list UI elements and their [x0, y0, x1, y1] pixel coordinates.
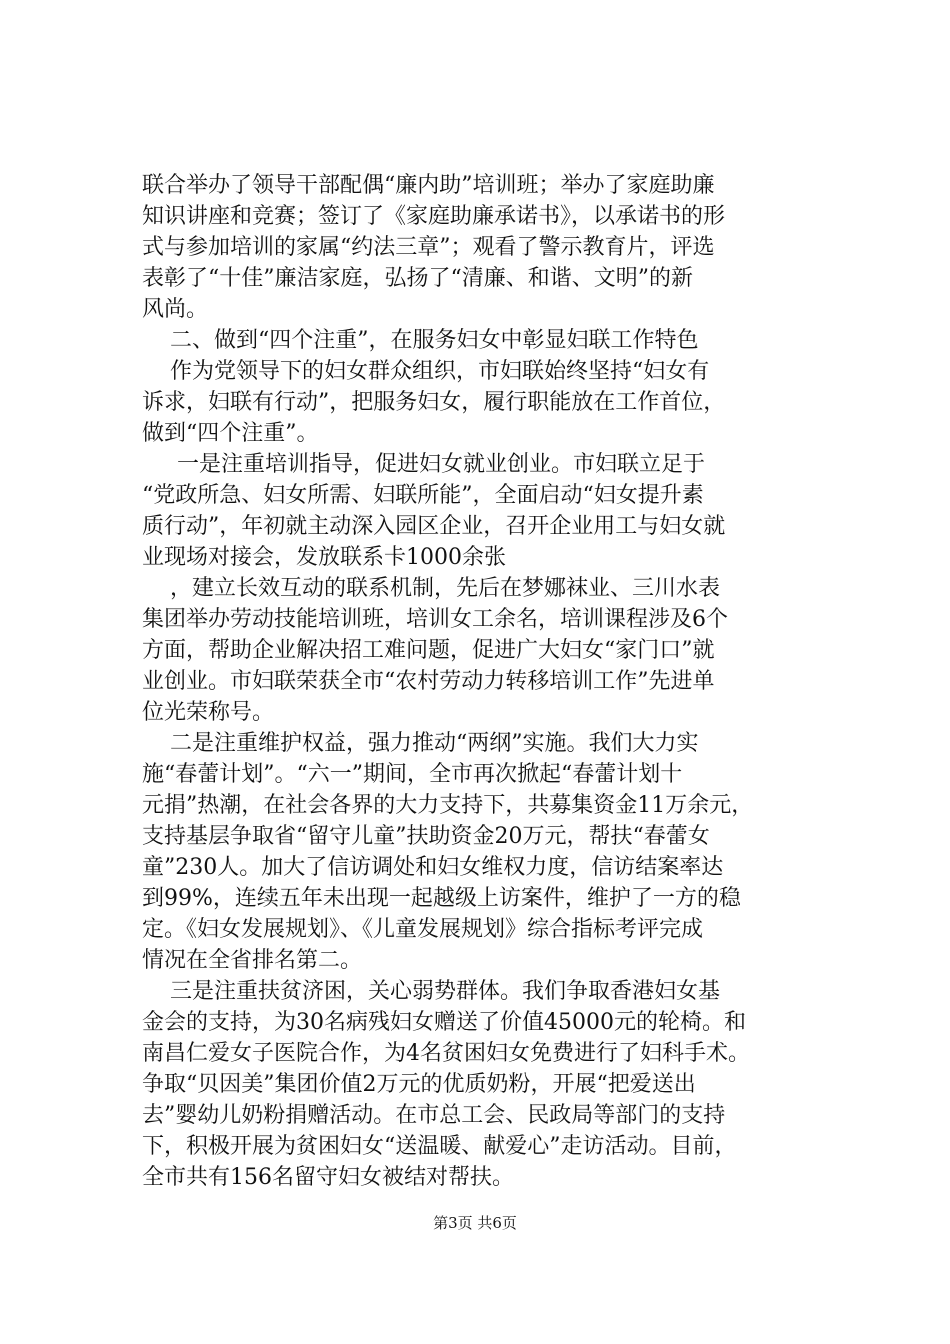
- text-line: 争取“贝因美”集团价值2万元的优质奶粉，开展“把爱送出: [142, 1072, 696, 1097]
- text-line: 联合举办了领导干部配偶“廉内助”培训班；举办了家庭助廉: [142, 173, 715, 198]
- text-line: 二是注重维护权益，强力推动“两纲”实施。我们大力实: [142, 731, 699, 756]
- text-line: 南昌仁爱女子医院合作，为4名贫困妇女免费进行了妇科手术。: [142, 1041, 750, 1066]
- text-line: 全市共有156名留守妇女被结对帮扶。: [142, 1165, 514, 1190]
- text-line: 到99%，连续五年未出现一起越级上访案件，维护了一方的稳: [142, 886, 741, 911]
- text-line: 业现场对接会，发放联系卡1000余张: [142, 545, 506, 570]
- text-line: 三是注重扶贫济困，关心弱势群体。我们争取香港妇女基: [142, 979, 720, 1004]
- text-line: 位光荣称号。: [142, 700, 275, 725]
- text-line: 式与参加培训的家属“约法三章”；观看了警示教育片，评选: [142, 235, 715, 260]
- text-line: 诉求，妇联有行动”，把服务妇女，履行职能放在工作首位，: [142, 390, 726, 415]
- text-line: 知识讲座和竞赛；签订了《家庭助廉承诺书》，以承诺书的形: [142, 204, 726, 229]
- text-line: 金会的支持，为30名病残妇女赠送了价值45000元的轮椅。和: [142, 1010, 746, 1035]
- text-line: 做到“四个注重”。: [142, 421, 319, 446]
- text-line: 质行动”，年初就主动深入园区企业，召开企业用工与妇女就: [142, 514, 726, 539]
- text-line: 童”230人。加大了信访调处和妇女维权力度，信访结案率达: [142, 855, 724, 880]
- text-line: 方面，帮助企业解决招工难问题，促进广大妇女“家门口”就: [142, 638, 715, 663]
- text-line: 业创业。市妇联荣获全市“农村劳动力转移培训工作”先进单: [142, 669, 715, 694]
- text-line: 去”婴幼儿奶粉捐赠活动。在市总工会、民政局等部门的支持: [142, 1103, 726, 1128]
- page-footer: 第3页 共6页: [433, 1214, 517, 1232]
- text-line: 情况在全省排名第二。: [142, 948, 363, 973]
- text-line: ，建立长效互动的联系机制，先后在梦娜袜业、三川水表: [142, 576, 720, 601]
- text-line: 集团举办劳动技能培训班，培训女工余名，培训课程涉及6个: [142, 607, 728, 632]
- text-line: 表彰了“十佳”廉洁家庭，弘扬了“清廉、和谐、文明”的新: [142, 266, 693, 291]
- text-line: 元捐”热潮，在社会各界的大力支持下，共募集资金11万余元，: [142, 793, 754, 818]
- text-line: 风尚。: [142, 297, 209, 322]
- text-line: 作为党领导下的妇女群众组织，市妇联始终坚持“妇女有: [142, 359, 710, 384]
- text-line: “党政所急、妇女所需、妇联所能”，全面启动“妇女提升素: [142, 483, 704, 508]
- section-heading: 二、做到“四个注重”，在服务妇女中彰显妇联工作特色: [142, 328, 699, 353]
- text-line: 下，积极开展为贫困妇女“送温暖、献爱心”走访活动。目前，: [142, 1134, 737, 1159]
- text-line: 施“春蕾计划”。“六一”期间，全市再次掀起“春蕾计划十: [142, 762, 683, 787]
- text-line: 定。《妇女发展规划》、《儿童发展规划》综合指标考评完成: [142, 917, 704, 942]
- text-line: 一是注重培训指导，促进妇女就业创业。市妇联立足于: [142, 452, 705, 477]
- text-line: 支持基层争取省“留守儿童”扶助资金20万元，帮扶“春蕾女: [142, 824, 710, 849]
